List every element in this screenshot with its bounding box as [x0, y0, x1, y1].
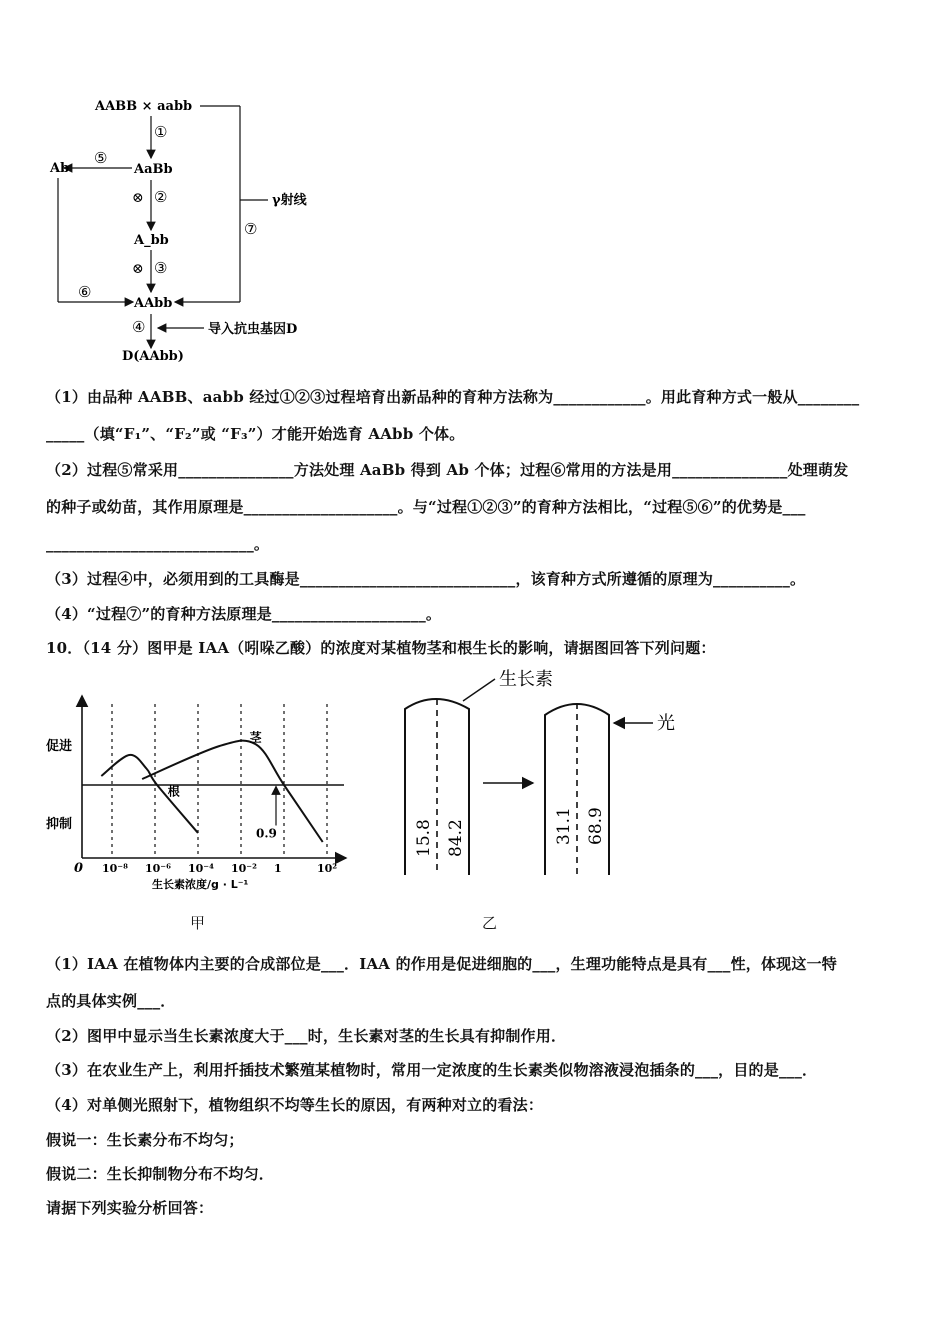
- auxin-label: 生长素: [499, 669, 553, 690]
- step5-label: ⑤: [94, 149, 108, 167]
- root-curve-label: 根: [167, 784, 180, 799]
- haploid-label: Ab: [50, 161, 70, 176]
- step1-label: ①: [154, 123, 168, 141]
- x-tick-label: 10⁻⁸: [102, 862, 128, 875]
- left-value-1: 15.8: [414, 819, 434, 857]
- x-tick-label: 10⁻²: [231, 862, 257, 875]
- x-tick-label: 10⁻⁶: [145, 862, 171, 875]
- y-label-promote: 促进: [46, 739, 73, 754]
- figure-yi-caption: 乙: [482, 914, 498, 932]
- q9-3: （3）过程④中，必须用到的工具酶是____________________________，该育种方式所遵循的原理为__________。: [46, 570, 806, 588]
- q10-1-part2: 点的具体实例___．: [46, 992, 176, 1010]
- step6-label: ⑥: [78, 283, 92, 301]
- q10-header: 10．（14 分）图甲是 IAA（吲哚乙酸）的浓度对某植物茎和根生长的影响，请据图回答下列问题：: [46, 639, 716, 657]
- hypothesis-1: 假说一：生长素分布不均匀；: [46, 1131, 244, 1149]
- figure-jia-caption: 甲: [190, 914, 206, 932]
- target-label: AAbb: [134, 296, 173, 311]
- right-value-1: 31.1: [554, 807, 574, 845]
- parents-label: AABB × aabb: [95, 99, 193, 114]
- y-label-inhibit: 抑制: [46, 817, 73, 832]
- step3-label: ③: [154, 259, 168, 277]
- step7-label: ⑦: [244, 220, 258, 238]
- stem-curve-label: 茎: [249, 730, 262, 745]
- hypothesis-2: 假说二：生长抑制物分布不均匀．: [46, 1165, 275, 1183]
- q10-2: （2）图甲中显示当生长素浓度大于___时，生长素对茎的生长具有抑制作用．: [46, 1027, 567, 1045]
- q10-1-part1: （1）IAA 在植物体内主要的合成部位是___．IAA 的作用是促进细胞的___，生理功能特点是具有___性，体现这一特: [46, 955, 837, 973]
- q9-4: （4）“过程⑦”的育种方法原理是____________________。: [46, 605, 442, 623]
- selfing-icon-2: ⊗: [132, 261, 144, 277]
- coleoptile-figure: [395, 665, 695, 880]
- left-value-2: 84.2: [446, 819, 466, 857]
- final-product-label: D(AAbb): [122, 349, 184, 364]
- x-tick-label: 10⁻⁴: [188, 862, 214, 875]
- intermediate-label: A_bb: [134, 233, 169, 248]
- f1-label: AaBb: [134, 162, 173, 177]
- root-curve: [101, 755, 198, 833]
- right-value-2: 68.9: [586, 807, 606, 845]
- annotation-value: 0.9: [256, 826, 277, 841]
- q10-3: （3）在农业生产上，利用扦插技术繁殖某植物时，常用一定浓度的生长素类似物溶液浸泡插条的___，目的是___．: [46, 1061, 818, 1079]
- selfing-icon: ⊗: [132, 190, 144, 206]
- q9-2-part3: ___________________________。: [46, 535, 270, 553]
- analysis-prompt: 请据下列实验分析回答：: [46, 1199, 214, 1217]
- q10-4: （4）对单侧光照射下，植物组织不均等生长的原因，有两种对立的看法：: [46, 1096, 544, 1114]
- step4-label: ④: [132, 318, 146, 336]
- x-axis-label: 生长素浓度/g · L⁻¹: [152, 878, 249, 890]
- step2-label: ②: [154, 188, 168, 206]
- x-tick-label: 10²: [317, 862, 338, 875]
- x-tick-label: 1: [274, 862, 282, 875]
- breeding-diagram: [40, 92, 340, 367]
- q9-2-part1: （2）过程⑤常采用_______________方法处理 AaBb 得到 Ab 个体；过程⑥常用的方法是用_______________处理萌发: [46, 461, 849, 479]
- origin-label: 0: [74, 861, 84, 876]
- q9-1-part1: （1）由品种 AABB、aabb 经过①②③过程培育出新品种的育种方法称为____________。用此育种方式一般从________: [46, 388, 860, 406]
- q9-2-part2: 的种子或幼苗，其作用原理是____________________。与“过程①②③”的育种方法相比，“过程⑤⑥”的优势是___: [46, 498, 806, 516]
- q9-1-part2: _____（填“F₁”、“F₂”或 “F₃”）才能开始选育 AAbb 个体。: [46, 425, 465, 443]
- light-label: 光: [657, 713, 675, 734]
- gene-import-label: 导入抗虫基因D: [208, 322, 298, 337]
- gamma-ray-label: γ射线: [272, 193, 307, 208]
- auxin-response-chart: [40, 690, 360, 890]
